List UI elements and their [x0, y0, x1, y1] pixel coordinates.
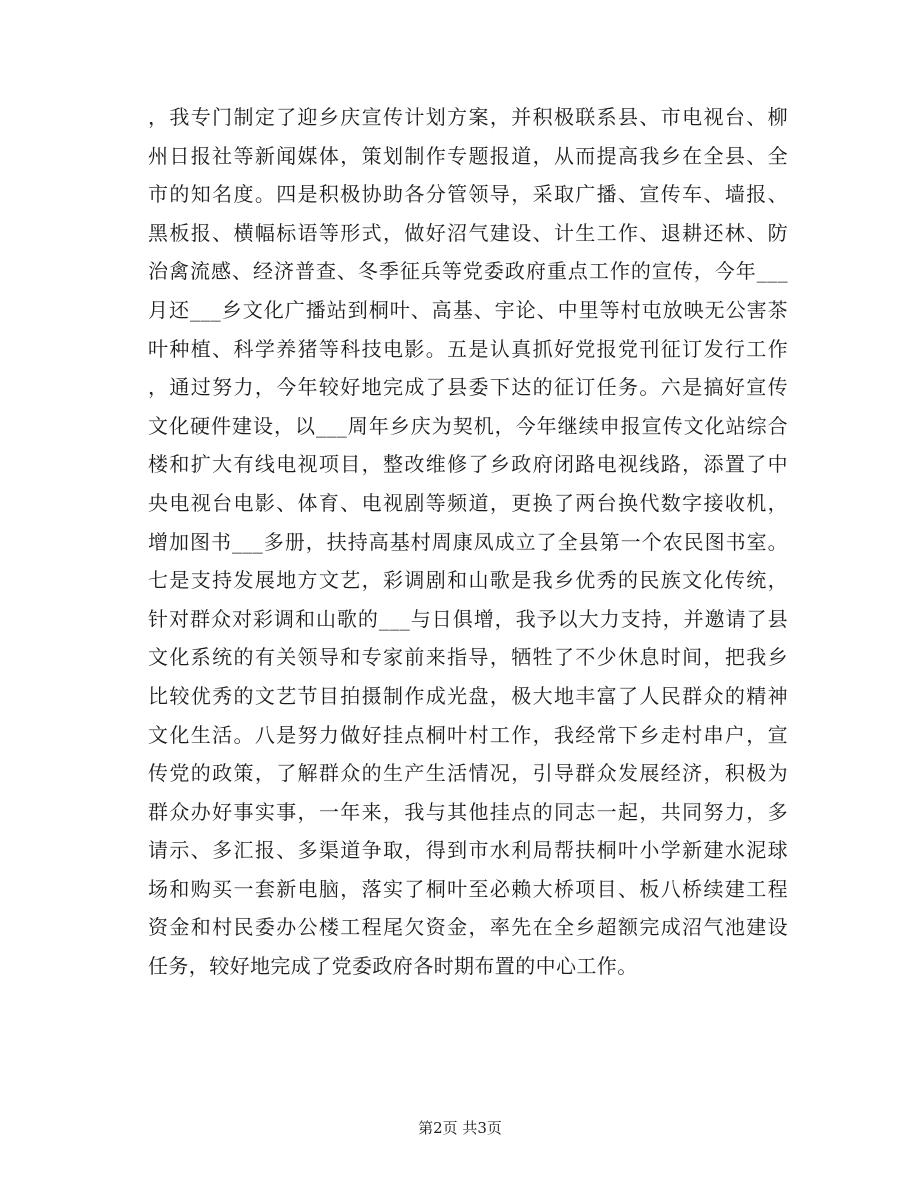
text-line: 文化生活。八是努力做好挂点桐叶村工作，我经常下乡走村串户，宣	[148, 722, 788, 747]
text-line: 州日报社等新闻媒体，策划制作专题报道，从而提高我乡在全县、全	[148, 143, 788, 168]
text-line: 央电视台电影、体育、电视剧等频道，更换了两台换代数字接收机，	[148, 490, 788, 515]
text-line: 楼和扩大有线电视项目，整改维修了乡政府闭路电视线路，添置了中	[148, 452, 788, 477]
text-line: 请示、多汇报、多渠道争取，得到市水利局帮扶桐叶小学新建水泥球	[148, 838, 788, 863]
text-line: 针对群众对彩调和山歌的___与日俱增，我予以大力支持，并邀请了县	[148, 606, 788, 631]
page-number-footer: 第2页 共3页	[418, 1119, 502, 1137]
text-line: 场和购买一套新电脑，落实了桐叶至必赖大桥项目、板八桥续建工程	[148, 876, 788, 901]
text-line: 黑板报、横幅标语等形式，做好沼气建设、计生工作、退耕还林、防	[148, 220, 788, 245]
text-line: 文化系统的有关领导和专家前来指导，牺牲了不少休息时间，把我乡	[148, 645, 788, 670]
text-line: 群众办好事实事，一年来，我与其他挂点的同志一起，共同努力，多	[148, 799, 788, 824]
text-line: 传党的政策，了解群众的生产生活情况，引导群众发展经济，积极为	[148, 761, 788, 786]
text-line: 文化硬件建设，以___周年乡庆为契机，今年继续申报宣传文化站综合	[148, 413, 788, 438]
text-line: ，我专门制定了迎乡庆宣传计划方案，并积极联系县、市电视台、柳	[148, 105, 788, 129]
text-line: 资金和村民委办公楼工程尾欠资金，率先在全乡超额完成沼气池建设	[148, 915, 788, 940]
text-line: 增加图书___多册，扶持高基村周康凤成立了全县第一个农民图书室。	[148, 529, 788, 554]
text-line: 比较优秀的文艺节目拍摄制作成光盘，极大地丰富了人民群众的精神	[148, 683, 788, 708]
document-body	[148, 98, 788, 986]
text-line: 叶种植、科学养猪等科技电影。五是认真抓好党报党刊征订发行工作	[148, 336, 788, 361]
text-line: 七是支持发展地方文艺，彩调剧和山歌是我乡优秀的民族文化传统，	[148, 568, 788, 593]
text-line: 市的知名度。四是积极协助各分管领导，采取广播、宣传车、墙报、	[148, 182, 788, 207]
text-line-last: 任务，较好地完成了党委政府各时期布置的中心工作。	[148, 954, 638, 979]
text-line: 治禽流感、经济普查、冬季征兵等党委政府重点工作的宣传，今年___	[148, 259, 788, 284]
text-line: 月还___乡文化广播站到桐叶、高基、宇论、中里等村屯放映无公害茶	[148, 297, 788, 322]
text-line: ，通过努力，今年较好地完成了县委下达的征订任务。六是搞好宣传	[148, 375, 788, 400]
